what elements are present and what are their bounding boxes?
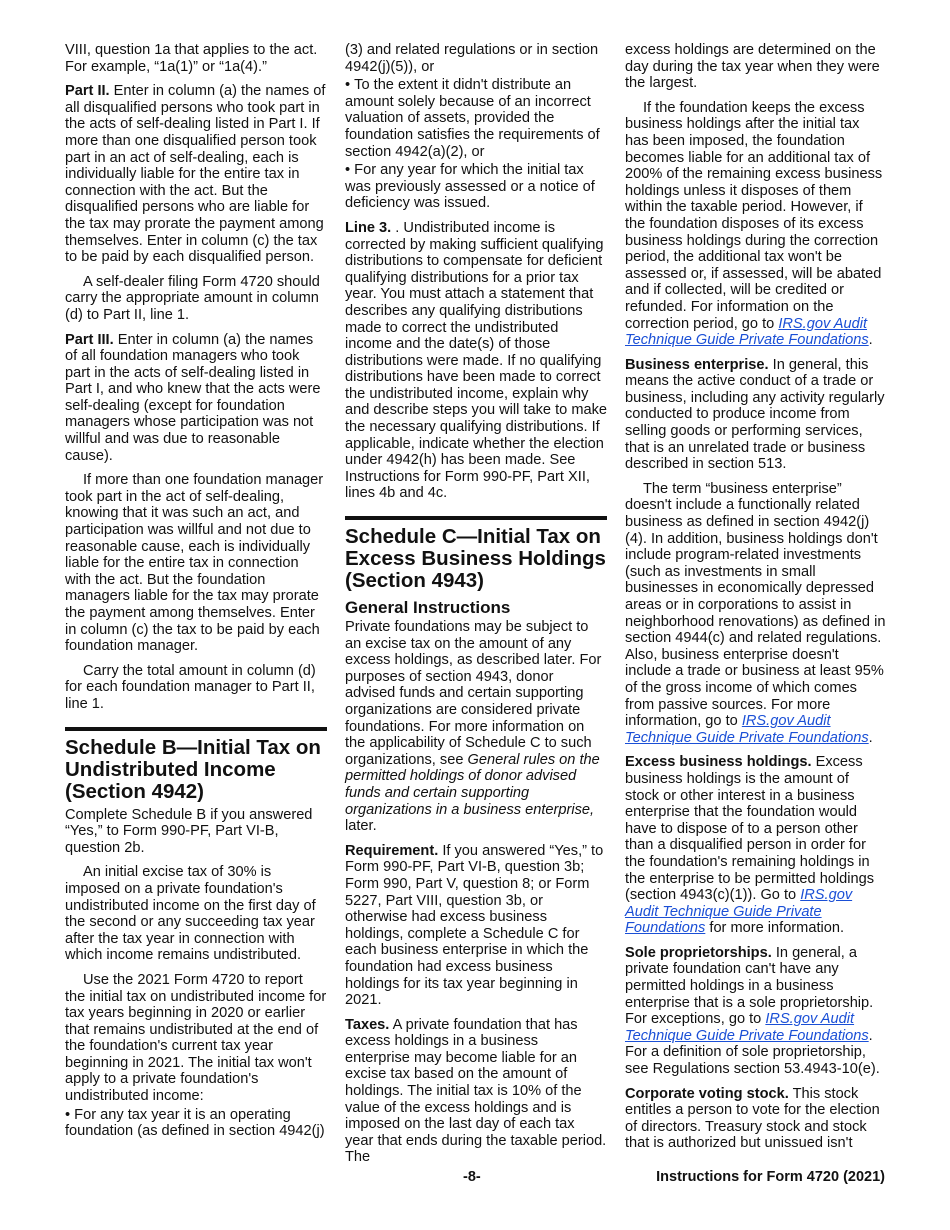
- paragraph-text: If the foundation keeps the excess business holdings after the initial tax has been imposed, the foundation becomes liable for an additional tax of 200% of the remaining excess business holdings unless it disposes of them within the taxable period. However, if the foundation disposes of its excess business holdings during the correction period, the additional tax won't be assessed or, if assessed, will be abated and if collected, will be credited or refunded. For information on the correction period, go to: [625, 99, 883, 332]
- schedule-c-heading-block: [345, 516, 607, 592]
- paragraph: If the foundation keeps the excess business holdings after the initial tax has been imposed, the foundation becomes liable for an additional tax of 200% of the remaining excess business holdings unless it disposes of them within the taxable period. However, if the foundation disposes of its excess business holdings during the correction period, the additional tax won't be assessed or, if assessed, will be abated and if collected, will be credited or refunded. For information on the correction period, go to IRS.gov Audit Technique Guide Private Foundations.: [625, 99, 883, 349]
- bullet-item: • To the extent it didn't distribute an amount solely because of an incorrect valuation of assets, provided the foundation satisfies the requirements of section 4942(a)(2), or: [345, 77, 607, 160]
- paragraph: [625, 1086, 887, 1152]
- paragraph-text: A private foundation that has excess holdings in a business enterprise may become liable for an excise tax based on the amount of holdings. The initial tax is 10% of the value of the excess holdings and is imposed on the last day of each tax year that ends during the taxable period. The: [345, 1016, 607, 1166]
- paragraph: excess holdings are determined on the day during the tax year when they were the largest.: [625, 42, 880, 92]
- irs-audit-guide-link[interactable]: IRS.gov Audit Technique Guide Private Foundations: [625, 1011, 869, 1044]
- paragraph-text: In general, this means the active conduct of a trade or business, including any activity regularly conducted to produce income from selling goods or performing services, that is an unrelated trade or business described in section 513.: [625, 356, 885, 473]
- footer-document-title: Instructions for Form 4720 (2021): [656, 1169, 885, 1185]
- page-number: -8-: [463, 1169, 481, 1185]
- run-in-heading: Excess business holdings.: [625, 754, 812, 771]
- paragraph-text: for more information.: [709, 920, 845, 937]
- italic-reference: General rules on the permitted holdings of donor advised funds and certain supporting organizations in a business enterprise,: [345, 751, 600, 818]
- irs-audit-guide-link[interactable]: IRS.gov Audit Technique Guide Private Foundations: [625, 713, 869, 746]
- paragraph: [65, 83, 327, 266]
- irs-audit-guide-link[interactable]: IRS.gov Audit Technique Guide Private Foundations: [625, 315, 869, 349]
- schedule-c-title: Schedule C—Initial Tax on Excess Business Holdings (Section 4943): [345, 525, 606, 593]
- irs-audit-guide-link[interactable]: IRS.gov Audit Technique Guide Private Foundations: [625, 887, 853, 937]
- paragraph: VIII, question 1a that applies to the act. For example, “1a(1)” or “1a(4).”: [65, 42, 318, 75]
- paragraph: (3) and related regulations or in section 4942(j)(5)), or: [345, 42, 599, 75]
- paragraph-text: The term “business enterprise” doesn't include a functionally related business as defined in section 4942(j)(4). In addition, business holdings don't include program-related investments (such as investments in small businesses in economically depressed areas or in corporations to assist in neighborhood renovations) as defined in section 4944(c) and related regulations. Also, business enterprise doesn't include a trade or business at least 95% of the gross income of which comes from passive sources. For more information, go to: [625, 480, 886, 730]
- paragraph-text: later.: [345, 818, 377, 835]
- run-in-heading: Part III.: [65, 331, 114, 348]
- paragraph: A self-dealer filing Form 4720 should carry the appropriate amount in column (d) to Part II, line 1.: [65, 273, 320, 323]
- paragraph-text: Enter in column (a) the names of all foundation managers who took part in the acts of self-dealing listed in Part I, and who knew that the acts were self-dealing (except for foundation managers whose participation was not willful and was due to reasonable cause).: [65, 331, 321, 464]
- run-in-heading: Part II.: [65, 83, 110, 100]
- paragraph: An initial excise tax of 30% is imposed on a private foundation's undistributed income on the first day of the second or any succeeding tax year after the tax year in connection with which income remains undistributed.: [65, 864, 316, 964]
- paragraph: [625, 754, 887, 937]
- paragraph-text: Excess business holdings is the amount of stock or other interest in a business enterprise that the foundation would have to dispose of to a person other than a disqualified person in order for the foundation's remaining holdings in the enterprise to be permitted holdings (section 4943(c)(1)). Go to: [625, 754, 875, 904]
- paragraph: [345, 220, 607, 502]
- run-in-heading: Sole proprietorships.: [625, 944, 772, 961]
- paragraph: [345, 843, 607, 1009]
- paragraph: [625, 357, 887, 473]
- paragraph-text: If you answered “Yes,” to Form 990-PF, Part VI-B, question 3b; Form 990, Part V, question 8; or Form 5227, Part VIII, question 3b, or otherwise had excess business holdings, complete a Schedule C for each business enterprise in which the foundation had excess business holdings for its tax year beginning in 2021.: [345, 842, 604, 1009]
- column-2: [345, 42, 607, 1174]
- run-in-heading: Corporate voting stock.: [625, 1085, 789, 1102]
- paragraph: Sole proprietorships. In general, a private foundation can't have any permitted holdings in a business enterprise that is a sole proprietorship. For exceptions, go to IRS.gov Audit Technique Guide Private Foundations. For a definition of sole proprietorship, see Regulations section 53.4943-10(e).: [625, 944, 880, 1078]
- column-1: [65, 42, 327, 1142]
- paragraph: The term “business enterprise” doesn't include a functionally related business as defined in section 4942(j)(4). In addition, business holdings don't include program-related investments (such as investments in small businesses in economically depressed areas or in corporations to assist in neighborhood renovations) as defined in section 4944(c) and related regulations. Also, business enterprise doesn't include a trade or business at least 95% of the gross income of which comes from passive sources. For more information, go to IRS.gov Audit Technique Guide Private Foundations.: [625, 480, 886, 746]
- paragraph: Carry the total amount in column (d) for each foundation manager to Part II, line 1.: [65, 662, 316, 712]
- run-in-heading: Line 3.: [345, 219, 392, 236]
- paragraph-text: . Undistributed income is corrected by making sufficient qualifying distributions to compensate for deficient qualifying distributions for a prior tax year. You must attach a statement that describes any qualifying distributions made to correct the undistributed income and the date(s) of those distributions were made. If no qualifying distributions have been made to correct the undistributed income, explain why and describe steps you will take to make the necessary qualifying distributions. If applicable, indicate whether the election under 4942(h) has been made. See Instructions for Form 990-PF, Part XII, lines 4b and 4c.: [345, 219, 608, 502]
- bullet-item: • For any year for which the initial tax was previously assessed or a notice of deficiency was issued.: [345, 162, 607, 212]
- run-in-heading: Business enterprise.: [625, 356, 769, 373]
- paragraph: [345, 619, 607, 835]
- paragraph-text: For a definition of sole proprietorship, see Regulations section 53.4943-10(e).: [625, 1044, 880, 1078]
- bullet-item: • For any tax year it is an operating foundation (as defined in section 4942(j): [65, 1107, 327, 1140]
- column-3: [625, 42, 887, 1160]
- paragraph-text: This stock entitles a person to vote for the election of directors. Treasury stock and stock that is authorized but unissued isn't: [625, 1085, 880, 1152]
- paragraph: Use the 2021 Form 4720 to report the initial tax on undistributed income for tax years beginning in 2020 or earlier that remains undistributed at the end of the foundation's current tax year beginning in 2021. The initial tax won't apply to a private foundation's undistributed income:: [65, 971, 327, 1105]
- paragraph: Complete Schedule B if you answered “Yes,” to Form 990-PF, Part VI-B, question 2b.: [65, 806, 313, 856]
- run-in-heading: Taxes.: [345, 1016, 390, 1033]
- paragraph-text: Enter in column (a) the names of all disqualified persons who took part in the acts of self-dealing listed in Part I. If more than one disqualified person took part in an act of self-dealing, each is individually liable for the entire tax in connection with the act. But the disqualified persons who are liable for the tax may prorate the payment among themselves. Enter in column (c) the tax to be paid by each disqualified person.: [65, 83, 326, 266]
- paragraph: [345, 1017, 607, 1166]
- schedule-b-title: Schedule B—Initial Tax on Undistributed Income (Section 4942): [65, 735, 321, 803]
- paragraph-text: Private foundations may be subject to an excise tax on the amount of any excess holdings, as described later. For purposes of section 4943, donor advised funds and certain supporting organizations are considered private foundations. For more information on the applicability of Schedule C to such organizations, see: [345, 619, 602, 768]
- paragraph-text: In general, a private foundation can't have any permitted holdings in a business enterprise that is a sole proprietorship. For exceptions, go to: [625, 944, 874, 1028]
- paragraph: If more than one foundation manager took part in the act of self-dealing, knowing that it was such an act, and participation was willful and not due to reasonable cause, each is individually liable for the entire tax in connection with the act. But the foundation managers liable for the tax may prorate the payment among themselves. Enter in column (c) the tax to be paid by each foundation manager.: [65, 472, 324, 655]
- schedule-b-heading-block: [65, 727, 327, 803]
- general-instructions-heading: General Instructions: [345, 598, 511, 618]
- paragraph: [65, 332, 327, 465]
- run-in-heading: Requirement.: [345, 842, 439, 859]
